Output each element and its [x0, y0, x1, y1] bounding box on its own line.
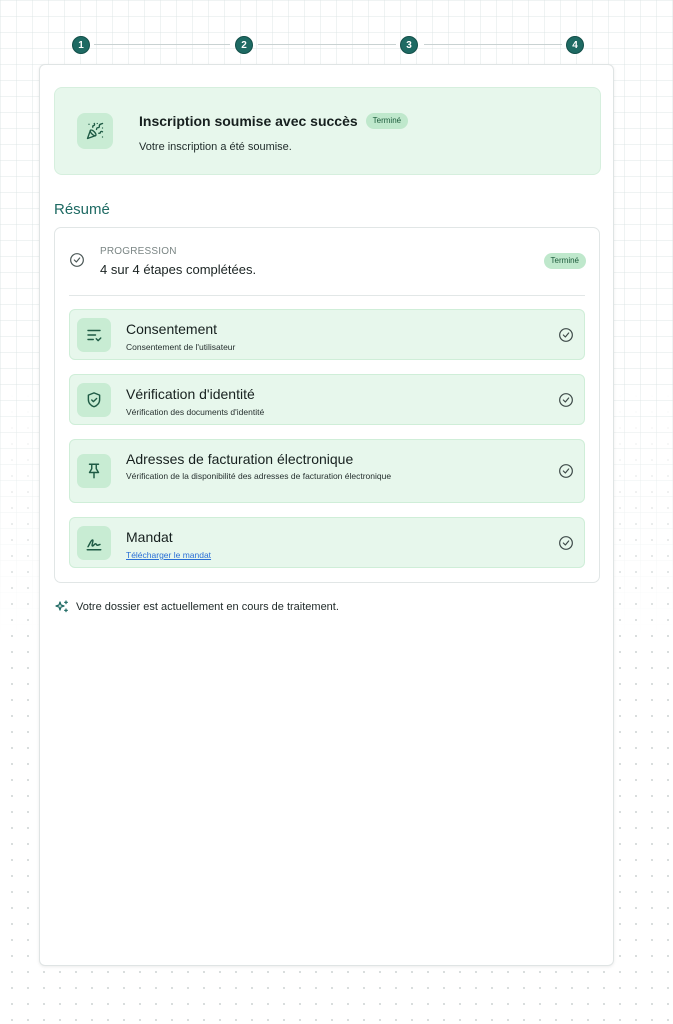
- step-2[interactable]: 2: [235, 36, 253, 54]
- sparkles-icon: [54, 599, 70, 615]
- summary-item-consent[interactable]: [69, 309, 585, 360]
- summary-item-einvoice[interactable]: [69, 439, 585, 503]
- processing-note: [54, 599, 339, 615]
- processing-note-text: Votre dossier est actuellement en cours de traitement.: [76, 601, 339, 613]
- progress-text: 4 sur 4 étapes complétées.: [100, 262, 257, 277]
- pin-icon: [77, 454, 111, 488]
- download-mandate-link[interactable]: Télécharger le mandat: [126, 550, 212, 560]
- stepper: [72, 36, 585, 54]
- summary-item-title: Consentement: [126, 321, 218, 337]
- status-badge: Terminé: [366, 113, 408, 129]
- summary-item-title: Adresses de facturation électronique: [126, 451, 354, 467]
- banner-title: [139, 113, 408, 129]
- circle-check-icon: [558, 463, 574, 479]
- section-title: Résumé: [54, 201, 110, 218]
- party-popper-icon: [77, 113, 113, 149]
- divider: [69, 295, 585, 296]
- shield-check-icon: [77, 383, 111, 417]
- banner-title-text: Inscription soumise avec succès: [139, 113, 358, 129]
- circle-check-icon: [69, 252, 85, 268]
- summary-item-title: Mandat: [126, 529, 173, 545]
- stepper-line: [424, 44, 562, 45]
- stepper-line: [94, 44, 230, 45]
- summary-panel: [54, 227, 600, 583]
- summary-item-mandate[interactable]: [69, 517, 585, 568]
- progress-label: PROGRESSION: [100, 246, 177, 257]
- main-card: [39, 64, 614, 966]
- summary-item-subtitle: Consentement de l'utilisateur: [126, 342, 236, 352]
- step-3[interactable]: 3: [400, 36, 418, 54]
- summary-item-subtitle: Vérification de la disponibilité des adresses de facturation électronique: [126, 471, 392, 481]
- list-check-icon: [77, 318, 111, 352]
- progress-badge: Terminé: [544, 253, 586, 269]
- circle-check-icon: [558, 392, 574, 408]
- stepper-line: [258, 44, 396, 45]
- signature-icon: [77, 526, 111, 560]
- success-banner: [54, 87, 601, 175]
- circle-check-icon: [558, 327, 574, 343]
- banner-subtitle: Votre inscription a été soumise.: [139, 141, 292, 153]
- circle-check-icon: [558, 535, 574, 551]
- summary-item-identity[interactable]: [69, 374, 585, 425]
- summary-item-title: Vérification d'identité: [126, 386, 255, 402]
- step-4[interactable]: 4: [566, 36, 584, 54]
- step-1[interactable]: 1: [72, 36, 90, 54]
- summary-item-subtitle: Vérification des documents d'identité: [126, 407, 265, 417]
